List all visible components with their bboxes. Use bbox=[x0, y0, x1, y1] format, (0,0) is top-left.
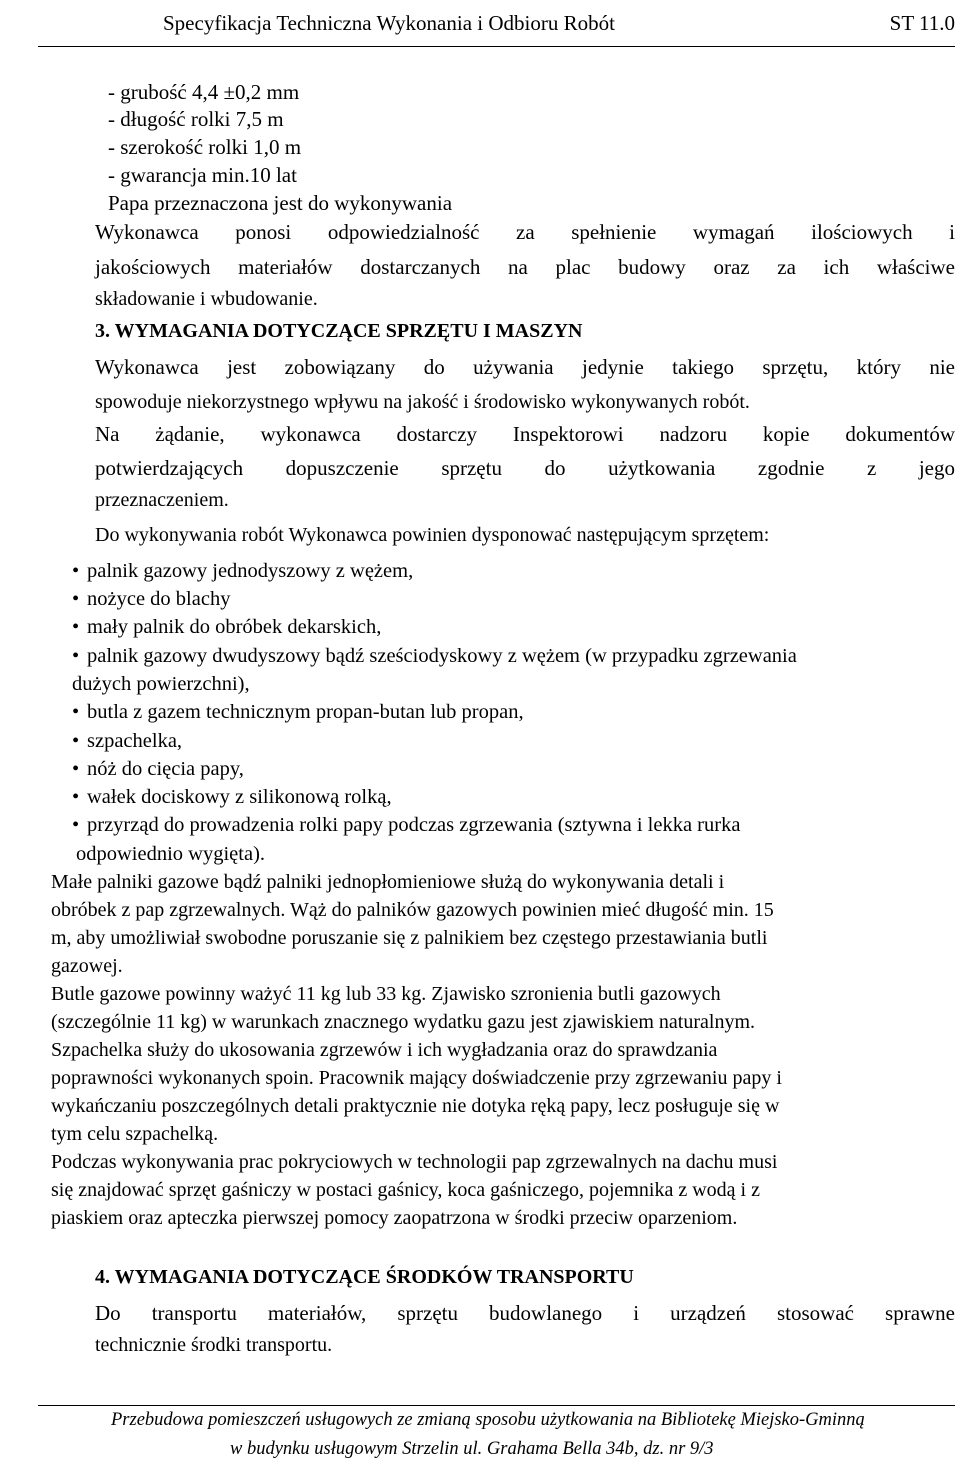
text-line: piaskiem oraz apteczka pierwszej pomocy zaopatrzona w środki przeciw oparzeniom. bbox=[51, 1207, 738, 1229]
text-line: obróbek z pap zgrzewalnych. Wąż do palników gazowych powinien mieć długość min. 15 bbox=[51, 899, 774, 921]
bullet-icon: • bbox=[72, 645, 80, 667]
spec-roll-width: - szerokość rolki 1,0 m bbox=[108, 135, 302, 159]
list-item: • palnik gazowy dwudyszowy bądź sześciodyskowy z wężem (w przypadku zgrzewania bbox=[72, 645, 797, 667]
text-line: spowoduje niekorzystnego wpływu na jakość i środowisko wykonywanych robót. bbox=[95, 391, 750, 413]
text-line: się znajdować sprzęt gaśniczy w postaci gaśnicy, koca gaśniczego, pojemnika z wodą i z bbox=[51, 1179, 760, 1201]
list-item-continuation: odpowiednio wygięta). bbox=[76, 843, 266, 865]
spec-warranty: - gwarancja min.10 lat bbox=[108, 163, 297, 187]
text-line: m, aby umożliwiał swobodne poruszanie się z palnikiem bez częstego przestawiania butli bbox=[51, 927, 768, 949]
list-item: • mały palnik do obróbek dekarskich, bbox=[72, 616, 382, 638]
footer-address: w budynku usługowym Strzelin ul. Grahama Bella 34b, dz. nr 9/3 bbox=[230, 1439, 714, 1459]
bullet-icon: • bbox=[72, 758, 80, 780]
text-line: Wykonawca jest zobowiązany do używania jedynie takiego sprzętu, który nie bbox=[95, 355, 955, 379]
footer-project-title: Przebudowa pomieszczeń usługowych ze zmianą sposobu użytkowania na Bibliotekę Miejsko-Gminną bbox=[111, 1410, 865, 1430]
list-item: • palnik gazowy jednodyszowy z wężem, bbox=[72, 560, 414, 582]
text-line: składowanie i wbudowanie. bbox=[95, 288, 318, 310]
text-line: Do wykonywania robót Wykonawca powinien dysponować następującym sprzętem: bbox=[95, 524, 770, 546]
section-heading: 4. WYMAGANIA DOTYCZĄCE ŚRODKÓW TRANSPORTU bbox=[95, 1266, 634, 1288]
bullet-icon: • bbox=[72, 701, 80, 723]
list-item-continuation: dużych powierzchni), bbox=[72, 673, 250, 695]
bullet-icon: • bbox=[72, 588, 80, 610]
text-line: Podczas wykonywania prac pokryciowych w technologii pap zgrzewalnych na dachu musi bbox=[51, 1151, 778, 1173]
list-item: • nóż do cięcia papy, bbox=[72, 758, 244, 780]
bullet-icon: • bbox=[72, 814, 80, 836]
bullet-icon: • bbox=[72, 786, 80, 808]
spec-purpose: Papa przeznaczona jest do wykonywania bbox=[108, 191, 453, 215]
list-item: • przyrząd do prowadzenia rolki papy podczas zgrzewania (sztywna i lekka rurka bbox=[72, 814, 741, 836]
text-line: jakościowych materiałów dostarczanych na plac budowy oraz za ich właściwe bbox=[95, 255, 955, 279]
text-line: Na żądanie, wykonawca dostarczy Inspektorowi nadzoru kopie dokumentów bbox=[95, 422, 955, 446]
text-line: Wykonawca ponosi odpowiedzialność za spełnienie wymagań ilościowych i bbox=[95, 220, 955, 244]
text-line: Małe palniki gazowe bądź palniki jednopłomieniowe służą do wykonywania detali i bbox=[51, 871, 725, 893]
text-line: przeznaczeniem. bbox=[95, 489, 229, 511]
list-item: • szpachelka, bbox=[72, 730, 183, 752]
list-item: • wałek dociskowy z silikonową rolką, bbox=[72, 786, 392, 808]
list-item: • butla z gazem technicznym propan-butan lub propan, bbox=[72, 701, 524, 723]
text-line: poprawności wykonanych spoin. Pracownik mający doświadczenie przy zgrzewaniu papy i bbox=[51, 1067, 782, 1089]
page-header bbox=[38, 0, 955, 47]
page-footer bbox=[38, 1405, 955, 1459]
list-item: • nożyce do blachy bbox=[72, 588, 231, 610]
spec-roll-length: - długość rolki 7,5 m bbox=[108, 107, 284, 131]
text-line: gazowej. bbox=[51, 955, 123, 977]
section-heading: 3. WYMAGANIA DOTYCZĄCE SPRZĘTU I MASZYN bbox=[95, 320, 583, 342]
text-line: potwierdzających dopuszczenie sprzętu do użytkowania zgodnie z jego bbox=[95, 456, 955, 480]
text-line: Szpachelka służy do ukosowania zgrzewów i ich wygładzania oraz do sprawdzania bbox=[51, 1039, 718, 1061]
text-line: Butle gazowe powinny ważyć 11 kg lub 33 kg. Zjawisko szronienia butli gazowych bbox=[51, 983, 721, 1005]
text-line: tym celu szpachelką. bbox=[51, 1123, 219, 1145]
text-line: (szczególnie 11 kg) w warunkach znacznego wydatku gazu jest zjawiskiem naturalnym. bbox=[51, 1011, 755, 1033]
bullet-icon: • bbox=[72, 560, 80, 582]
document-title: Specyfikacja Techniczna Wykonania i Odbioru Robót bbox=[163, 11, 615, 35]
text-line: wykańczaniu poszczególnych detali praktycznie nie dotyka ręką papy, lecz posługuje się w bbox=[51, 1095, 780, 1117]
text-line: technicznie środki transportu. bbox=[95, 1334, 333, 1356]
bullet-icon: • bbox=[72, 616, 80, 638]
bullet-icon: • bbox=[72, 730, 80, 752]
text-line: Do transportu materiałów, sprzętu budowlanego i urządzeń stosować sprawne bbox=[95, 1301, 955, 1325]
spec-code: ST 11.0 bbox=[889, 11, 955, 35]
spec-thickness: - grubość 4,4 ±0,2 mm bbox=[108, 80, 300, 104]
